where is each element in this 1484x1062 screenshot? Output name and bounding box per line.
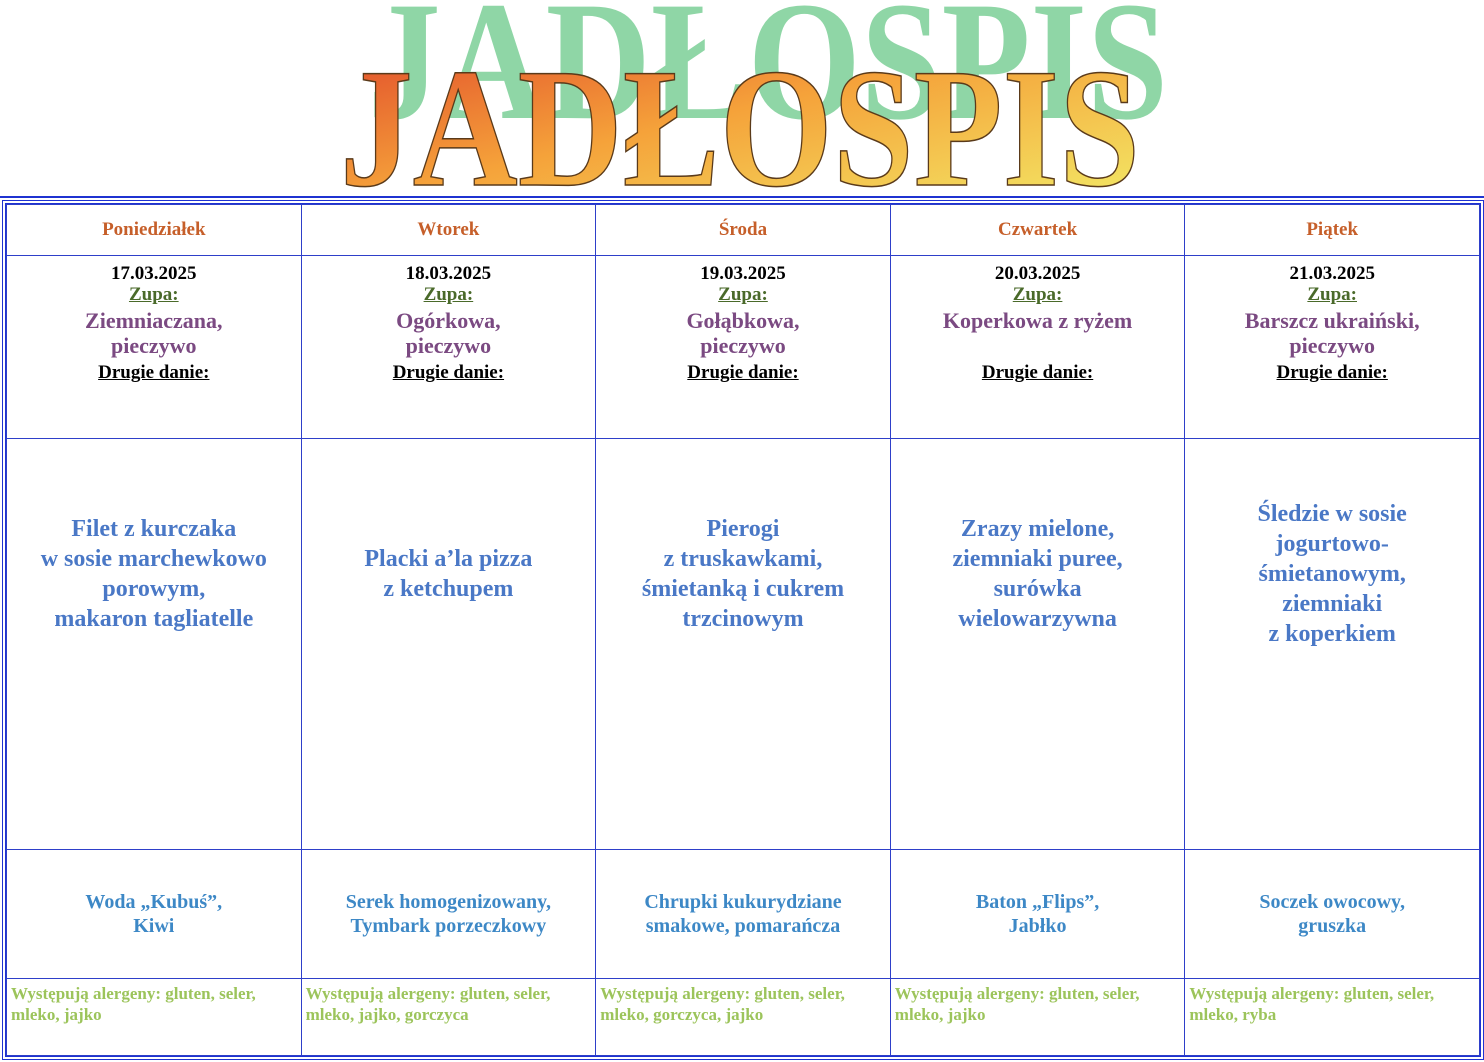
title-text: JADŁOSPIS <box>340 34 1140 200</box>
main-course-cell <box>596 439 891 850</box>
date: 20.03.2025 <box>994 263 1081 284</box>
main-course-row <box>7 439 1480 850</box>
main-course-cell <box>301 439 596 850</box>
day-info-cell <box>301 256 596 439</box>
day-info-cell <box>7 256 302 439</box>
main-course: Zrazy mielone, ziemniaki puree, surówka wielowarzywna <box>952 516 1123 632</box>
day-name: Piątek <box>1185 205 1480 256</box>
soup-label: Zupa: <box>423 284 474 305</box>
second-course-label: Drugie danie: <box>1276 362 1388 383</box>
snack-cell: Serek homogenizowany, Tymbark porzeczkowy <box>301 850 596 979</box>
menu-table-frame <box>2 200 1484 1060</box>
soup-name: Ziemniaczana, pieczywo <box>85 308 223 358</box>
title-shadow: JADŁOSPIS <box>368 0 1168 155</box>
allergens-cell: Występują alergeny: gluten, seler, mleko, gorczyca, jajko <box>596 979 891 1056</box>
day-name: Wtorek <box>301 205 596 256</box>
day-header-row <box>7 205 1480 256</box>
date: 17.03.2025 <box>111 263 197 284</box>
date: 21.03.2025 <box>1289 263 1375 284</box>
day-info-cell <box>890 256 1185 439</box>
second-course-label: Drugie danie: <box>981 362 1094 383</box>
second-course-label: Drugie danie: <box>392 362 505 383</box>
main-course: Śledzie w sosie jogurtowo- śmietanowym, ziemniaki z koperkiem <box>1257 501 1407 647</box>
main-course: Pierogi z truskawkami, śmietanką i cukrem trzcinowym <box>641 516 845 632</box>
snack-cell: Soczek owocowy, gruszka <box>1185 850 1480 979</box>
allergens-cell: Występują alergeny: gluten, seler, mleko, jajko <box>890 979 1185 1056</box>
allergens-row <box>7 979 1480 1056</box>
soup-name: Koperkowa z ryżem <box>942 308 1133 333</box>
soup-name: Ogórkowa, pieczywo <box>396 308 501 358</box>
soup-label: Zupa: <box>1012 284 1063 305</box>
day-info-cell <box>1185 256 1480 439</box>
day-name: Poniedziałek <box>7 205 302 256</box>
menu-table <box>6 204 1480 1056</box>
second-course-label: Drugie danie: <box>98 362 210 383</box>
soup-row <box>7 256 1480 439</box>
allergens-cell: Występują alergeny: gluten, seler, mleko, jajko <box>7 979 302 1056</box>
soup-name: Barszcz ukraiński, pieczywo <box>1244 308 1420 358</box>
soup-label: Zupa: <box>1307 284 1357 305</box>
main-course: Placki a’la pizza z ketchupem <box>364 546 533 602</box>
snack-cell: Baton „Flips”, Jabłko <box>890 850 1185 979</box>
day-name: Środa <box>596 205 891 256</box>
snack-cell: Woda „Kubuś”, Kiwi <box>7 850 302 979</box>
soup-label: Zupa: <box>718 284 768 305</box>
snack-cell: Chrupki kukurydziane smakowe, pomarańcza <box>596 850 891 979</box>
date: 18.03.2025 <box>405 263 492 284</box>
day-name: Czwartek <box>890 205 1185 256</box>
soup-name: Gołąbkowa, pieczywo <box>686 308 800 358</box>
snack-row <box>7 850 1480 979</box>
title-wordart <box>300 0 1180 200</box>
second-course-label: Drugie danie: <box>687 362 799 383</box>
soup-label: Zupa: <box>128 284 179 305</box>
day-info-cell <box>596 256 891 439</box>
allergens-cell: Występują alergeny: gluten, seler, mleko, jajko, gorczyca <box>301 979 596 1056</box>
main-course-cell <box>7 439 302 850</box>
date: 19.03.2025 <box>700 263 786 284</box>
page-title-banner <box>300 0 1180 200</box>
allergens-cell: Występują alergeny: gluten, seler, mleko, ryba <box>1185 979 1480 1056</box>
main-course-cell <box>890 439 1185 850</box>
main-course: Filet z kurczaka w sosie marchewkowo porowym, makaron tagliatelle <box>40 516 267 632</box>
main-course-cell <box>1185 439 1480 850</box>
